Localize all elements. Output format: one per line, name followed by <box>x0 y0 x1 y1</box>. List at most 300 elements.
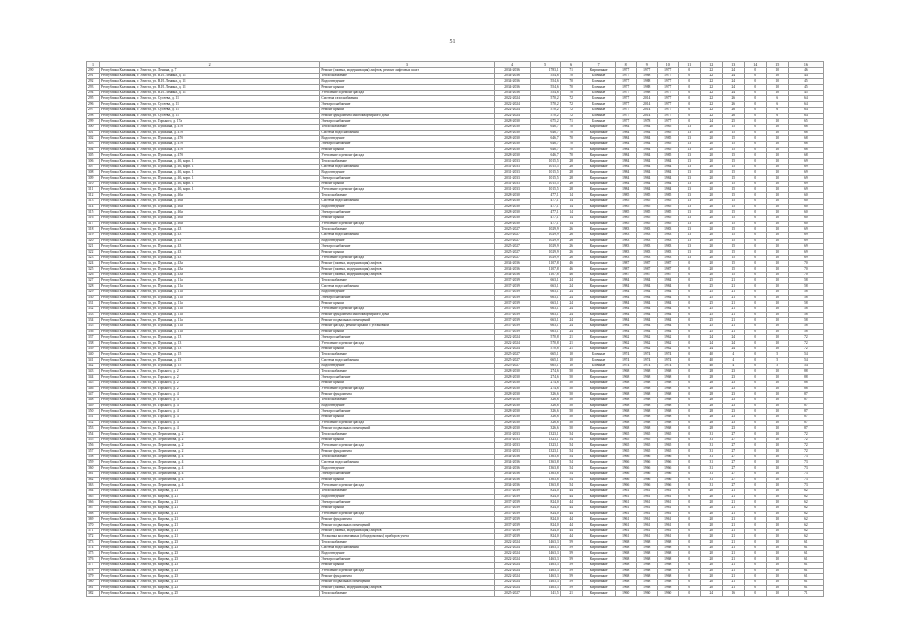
value-cell: 21 <box>560 591 582 597</box>
value-cell: 45 <box>788 85 823 91</box>
work-type-cell: Утепление и ремонт фасада <box>320 306 494 312</box>
value-cell: Кирпичные <box>582 335 615 341</box>
value-cell: 0 <box>744 562 766 568</box>
column-header-2: 2 <box>100 62 320 68</box>
value-cell: 1961 <box>657 528 678 534</box>
value-cell: Кирпичные <box>582 443 615 449</box>
value-cell: 1966 <box>615 471 636 477</box>
row-number-cell: 353 <box>87 426 100 432</box>
value-cell: 1968 <box>636 375 657 381</box>
value-cell: 20 <box>700 267 722 273</box>
address-cell: Республика Калмыкия, г. Элиста, ул. Пушкина, д. 11а <box>100 289 320 295</box>
value-cell: 0 <box>744 523 766 529</box>
address-cell: Республика Калмыкия, г. Элиста, ул. Пушкина, д. 46а <box>100 210 320 216</box>
value-cell: 2031-2033 <box>494 443 530 449</box>
value-cell: 2037-2039 <box>494 505 530 511</box>
value-cell: 2028-2030 <box>494 141 530 147</box>
value-cell: 31 <box>700 454 722 460</box>
value-cell: 20 <box>700 238 722 244</box>
value-cell: 1363,8 <box>530 471 560 477</box>
value-cell: 50 <box>560 386 582 392</box>
value-cell: 824,0 <box>530 511 560 517</box>
value-cell: 10 <box>766 284 788 290</box>
address-cell: Республика Калмыкия, г. Элиста, ул. Лермонтова, д. 4 <box>100 483 320 489</box>
work-type-cell: Электроснабжение <box>320 119 494 125</box>
value-cell: 1961 <box>615 523 636 529</box>
address-cell: Республика Калмыкия, г. Элиста, ул. Кирова, д. 21 <box>100 511 320 517</box>
value-cell: 10 <box>766 426 788 432</box>
address-cell: Республика Калмыкия, г. Элиста, ул. Пушкина, д. 43 <box>100 244 320 250</box>
value-cell: 13 <box>678 193 700 199</box>
value-cell: 1985 <box>636 193 657 199</box>
work-type-cell: Ремонт фундамента <box>320 574 494 580</box>
value-cell: 1015,5 <box>530 159 560 165</box>
address-cell: Республика Калмыкия, г. Элиста, ул. Кирова, д. 23 <box>100 540 320 546</box>
value-cell: 1988 <box>636 90 657 96</box>
value-cell: 570,2 <box>530 102 560 108</box>
value-cell: 1974 <box>615 358 636 364</box>
address-cell: Республика Калмыкия, г. Элиста, ул. Лермонтова, д. 2 <box>100 432 320 438</box>
column-header-16: 16 <box>788 62 823 68</box>
address-cell: Республика Калмыкия, г. Элиста, ул. Пушкина, д. 46, корп. 1 <box>100 187 320 193</box>
value-cell: 10 <box>766 170 788 176</box>
value-cell: 72 <box>560 102 582 108</box>
value-cell: 59 <box>560 557 582 563</box>
value-cell: 0 <box>744 215 766 221</box>
address-cell: Республика Калмыкия, г. Элиста, ул. Кирова, д. 23 <box>100 568 320 574</box>
value-cell: 1966 <box>636 454 657 460</box>
value-cell: 1985 <box>615 221 636 227</box>
value-cell: 1107,8 <box>530 267 560 273</box>
value-cell: 13 <box>678 198 700 204</box>
value-cell: 69 <box>788 227 823 233</box>
row-number-cell: 332 <box>87 306 100 312</box>
work-type-cell: Система водоснабжения <box>320 460 494 466</box>
value-cell: 0 <box>744 255 766 261</box>
work-type-cell: Водоотведение <box>320 289 494 295</box>
value-cell: 1984 <box>636 289 657 295</box>
value-cell: Кирпичные <box>582 267 615 273</box>
address-cell: Республика Калмыкия, г. Элиста, ул. Пушкина, д. 15 <box>100 358 320 364</box>
row-number-cell: 359 <box>87 460 100 466</box>
value-cell: 2014 <box>636 107 657 113</box>
value-cell: 1966 <box>657 471 678 477</box>
value-cell: Кирпичные <box>582 375 615 381</box>
value-cell: 27 <box>722 460 744 466</box>
value-cell: 1984 <box>615 318 636 324</box>
value-cell: 24 <box>700 346 722 352</box>
value-cell: 0 <box>744 272 766 278</box>
value-cell: Кирпичные <box>582 250 615 256</box>
value-cell: 1983 <box>657 255 678 261</box>
value-cell: 28 <box>700 397 722 403</box>
value-cell: 0 <box>678 426 700 432</box>
value-cell: Кирпичные <box>582 511 615 517</box>
work-type-cell: Ремонт крыши <box>320 437 494 443</box>
value-cell: Кирпичные <box>582 329 615 335</box>
value-cell: 14 <box>560 204 582 210</box>
value-cell: 10 <box>766 454 788 460</box>
value-cell: 1323,1 <box>530 449 560 455</box>
value-cell: 2025-2027 <box>494 363 530 369</box>
value-cell: 554,6 <box>530 85 560 91</box>
value-cell: 61 <box>788 568 823 574</box>
address-cell: Республика Калмыкия, г. Элиста, ул. Пушкина, д. 43 <box>100 232 320 238</box>
value-cell: 28 <box>700 392 722 398</box>
value-cell: 46 <box>560 261 582 267</box>
value-cell: 2022-2024 <box>494 545 530 551</box>
work-type-cell: Система водоснабжения <box>320 164 494 170</box>
value-cell: 20 <box>700 272 722 278</box>
value-cell: 0 <box>744 289 766 295</box>
value-cell: 2034-2036 <box>494 483 530 489</box>
value-cell: 0 <box>678 437 700 443</box>
value-cell: 1968 <box>657 403 678 409</box>
value-cell: 2028-2030 <box>494 380 530 386</box>
value-cell: 20 <box>700 210 722 216</box>
value-cell: 21 <box>722 500 744 506</box>
address-cell: Республика Калмыкия, г. Элиста, ул. В.И. Ленина, д. 11 <box>100 73 320 79</box>
value-cell: 1974 <box>636 358 657 364</box>
value-cell: 24 <box>722 73 744 79</box>
value-cell: 62 <box>788 505 823 511</box>
value-cell: 20 <box>700 232 722 238</box>
work-type-cell: Ремонт крыши <box>320 85 494 91</box>
address-cell: Республика Калмыкия, г. Элиста, ул. Пушкина, д. 11а <box>100 301 320 307</box>
value-cell: 1984 <box>615 329 636 335</box>
value-cell: 326,6 <box>530 426 560 432</box>
value-cell: 1984 <box>615 289 636 295</box>
work-type-cell: Система водоснабжения <box>320 130 494 136</box>
work-type-cell: Ремонт подвальных помещений <box>320 579 494 585</box>
value-cell: 1968 <box>657 414 678 420</box>
value-cell: 70 <box>560 147 582 153</box>
value-cell: 1968 <box>657 557 678 563</box>
value-cell: 1968 <box>636 557 657 563</box>
value-cell: 2025-2027 <box>494 255 530 261</box>
row-number-cell: 307 <box>87 164 100 170</box>
value-cell: 50 <box>560 409 582 415</box>
value-cell: 1984 <box>636 306 657 312</box>
value-cell: 13 <box>678 215 700 221</box>
address-cell: Республика Калмыкия, г. Элиста, ул. Горького, д. 4 <box>100 409 320 415</box>
value-cell: 1984 <box>636 329 657 335</box>
value-cell: 20 <box>700 557 722 563</box>
value-cell: 58 <box>788 278 823 284</box>
value-cell: 22 <box>700 68 722 74</box>
value-cell: 31 <box>700 471 722 477</box>
value-cell: 1983 <box>636 255 657 261</box>
value-cell: 24 <box>560 284 582 290</box>
page-number: 51 <box>449 39 456 45</box>
address-cell: Республика Калмыкия, г. Элиста, ул. Пушкина, д. 15 <box>100 352 320 358</box>
value-cell: 13 <box>678 210 700 216</box>
value-cell: 28 <box>700 403 722 409</box>
value-cell: 21 <box>722 517 744 523</box>
value-cell: 1984 <box>615 284 636 290</box>
row-number-cell: 345 <box>87 380 100 386</box>
value-cell: 1962 <box>615 346 636 352</box>
value-cell: 4 <box>722 358 744 364</box>
row-number-cell: 364 <box>87 488 100 494</box>
value-cell: 1961 <box>615 500 636 506</box>
value-cell: 1977 <box>615 85 636 91</box>
value-cell: 1984 <box>636 295 657 301</box>
value-cell: 10 <box>766 443 788 449</box>
address-cell: Республика Калмыкия, г. Элиста, ул. Кирова, д. 23 <box>100 557 320 563</box>
value-cell: 1968 <box>636 414 657 420</box>
row-number-cell: 368 <box>87 511 100 517</box>
row-number-cell: 370 <box>87 523 100 529</box>
value-cell: 2028-2030 <box>494 147 530 153</box>
row-number-cell: 305 <box>87 153 100 159</box>
value-cell: 69 <box>788 250 823 256</box>
value-cell: 0 <box>678 363 700 369</box>
value-cell: 5 <box>766 358 788 364</box>
value-cell: 1962 <box>615 341 636 347</box>
value-cell: 21 <box>722 579 744 585</box>
value-cell: 10 <box>766 335 788 341</box>
value-cell: Кирпичные <box>582 210 615 216</box>
value-cell: 2034-2036 <box>494 79 530 85</box>
row-number-cell: 351 <box>87 414 100 420</box>
address-cell: Республика Калмыкия, г. Элиста, ул. Лермонтова, д. 2 <box>100 449 320 455</box>
value-cell: 69 <box>788 255 823 261</box>
work-type-cell: Ремонт крыши <box>320 346 494 352</box>
value-cell: 44 <box>560 500 582 506</box>
value-cell: Кирпичные <box>582 136 615 142</box>
value-cell: 10 <box>766 318 788 324</box>
value-cell: 28 <box>560 181 582 187</box>
value-cell: 2028-2030 <box>494 124 530 130</box>
row-number-cell: 316 <box>87 215 100 221</box>
value-cell: 10 <box>766 227 788 233</box>
value-cell: 2037-2039 <box>494 494 530 500</box>
value-cell: 15 <box>722 232 744 238</box>
column-header-12: 12 <box>700 62 722 68</box>
value-cell: 0 <box>744 574 766 580</box>
address-cell: Республика Калмыкия, г. Элиста, ул. Пушкина, д. 43а <box>100 261 320 267</box>
value-cell: 1965 <box>636 449 657 455</box>
address-cell: Республика Калмыкия, г. Элиста, ул. Пушкина, д. 46, корп. 1 <box>100 170 320 176</box>
work-type-cell: Утепление и ремонт фасада <box>320 255 494 261</box>
value-cell: 10 <box>766 568 788 574</box>
value-cell: 28 <box>560 187 582 193</box>
address-cell: Республика Калмыкия, г. Элиста, ул. Лермонтова, д. 2 <box>100 437 320 443</box>
value-cell: 1987 <box>615 261 636 267</box>
value-cell: 10 <box>766 79 788 85</box>
value-cell: 2034-2036 <box>494 68 530 74</box>
column-header-10: 10 <box>657 62 678 68</box>
value-cell: 27 <box>722 477 744 483</box>
value-cell: 64 <box>788 96 823 102</box>
value-cell: 10 <box>766 540 788 546</box>
value-cell: 2022-2024 <box>494 557 530 563</box>
value-cell: 25 <box>700 318 722 324</box>
value-cell: 2034-2036 <box>494 272 530 278</box>
value-cell: 0 <box>678 505 700 511</box>
value-cell: 0 <box>744 90 766 96</box>
value-cell: 326,6 <box>530 392 560 398</box>
value-cell: 73 <box>788 460 823 466</box>
value-cell: 1363,8 <box>530 483 560 489</box>
value-cell: 2028-2030 <box>494 386 530 392</box>
value-cell: 1987 <box>657 261 678 267</box>
value-cell: 70 <box>560 141 582 147</box>
value-cell: 23 <box>722 392 744 398</box>
value-cell: 0 <box>744 449 766 455</box>
value-cell: 50 <box>560 375 582 381</box>
value-cell: 1966 <box>636 483 657 489</box>
value-cell: 28 <box>700 426 722 432</box>
row-number-cell: 320 <box>87 238 100 244</box>
value-cell: 72 <box>788 437 823 443</box>
value-cell: 23 <box>722 375 744 381</box>
work-type-cell: Утепление и ремонт фасада <box>320 386 494 392</box>
value-cell: 0 <box>744 392 766 398</box>
value-cell: 1968 <box>636 574 657 580</box>
value-cell: 10 <box>766 591 788 597</box>
value-cell: 20 <box>700 540 722 546</box>
value-cell: Кирпичные <box>582 432 615 438</box>
address-cell: Республика Калмыкия, г. Элиста, ул. Кирова, д. 21 <box>100 488 320 494</box>
address-cell: Республика Калмыкия, г. Элиста, ул. В.И. Ленина, д. 11 <box>100 85 320 91</box>
work-type-cell: Утепление и ремонт фасада <box>320 153 494 159</box>
value-cell: 1323,1 <box>530 443 560 449</box>
work-type-cell: Водоотведение <box>320 403 494 409</box>
value-cell: 10 <box>766 397 788 403</box>
value-cell: 10 <box>766 511 788 517</box>
value-cell: 1961 <box>636 528 657 534</box>
value-cell: 0 <box>678 119 700 125</box>
value-cell: 0 <box>744 113 766 119</box>
work-type-cell: Ремонт крыши <box>320 301 494 307</box>
value-cell: 6 <box>766 96 788 102</box>
value-cell: Кирпичные <box>582 483 615 489</box>
value-cell: 44 <box>560 505 582 511</box>
value-cell: 6 <box>766 113 788 119</box>
value-cell: 50 <box>560 369 582 375</box>
value-cell: 0 <box>744 130 766 136</box>
work-type-cell: Водоотведение <box>320 494 494 500</box>
value-cell: 25 <box>700 289 722 295</box>
value-cell: Кирпичные <box>582 540 615 546</box>
row-number-cell: 298 <box>87 113 100 119</box>
value-cell: 1968 <box>636 380 657 386</box>
value-cell: Блочные <box>582 107 615 113</box>
value-cell: 21 <box>560 346 582 352</box>
value-cell: 1965 <box>657 449 678 455</box>
value-cell: 10 <box>766 409 788 415</box>
address-cell: Республика Калмыкия, г. Элиста, ул. Пушкина, д. 11а <box>100 323 320 329</box>
value-cell: 326,6 <box>530 397 560 403</box>
value-cell: 13 <box>678 136 700 142</box>
value-cell: 1983 <box>615 232 636 238</box>
value-cell: 1029,9 <box>530 232 560 238</box>
value-cell: 68 <box>788 141 823 147</box>
value-cell: Кирпичные <box>582 255 615 261</box>
value-cell: 0 <box>678 295 700 301</box>
value-cell: 54 <box>560 471 582 477</box>
value-cell: 10 <box>766 295 788 301</box>
value-cell: 44 <box>560 494 582 500</box>
value-cell: 72 <box>788 443 823 449</box>
value-cell: 1961 <box>636 488 657 494</box>
value-cell: 62 <box>788 517 823 523</box>
value-cell: 14 <box>560 193 582 199</box>
value-cell: 2034-2036 <box>494 90 530 96</box>
value-cell: 2022-2024 <box>494 113 530 119</box>
value-cell: 10 <box>766 312 788 318</box>
address-cell: Республика Калмыкия, г. Элиста, ул. Сусеева, д. 11 <box>100 113 320 119</box>
value-cell: 10 <box>766 551 788 557</box>
value-cell: 2028-2030 <box>494 392 530 398</box>
value-cell: 0 <box>744 210 766 216</box>
value-cell: 1985 <box>657 153 678 159</box>
value-cell: 21 <box>722 562 744 568</box>
value-cell: 20 <box>700 517 722 523</box>
value-cell: 50 <box>560 380 582 386</box>
value-cell: 1961 <box>657 505 678 511</box>
value-cell: Кирпичные <box>582 534 615 540</box>
work-type-cell: Теплоснабжение <box>320 432 494 438</box>
value-cell: 54 <box>560 460 582 466</box>
value-cell: 0 <box>678 352 700 358</box>
value-cell: 2025-2027 <box>494 227 530 233</box>
value-cell: 28 <box>700 386 722 392</box>
value-cell: 21 <box>722 551 744 557</box>
value-cell: 1977 <box>615 96 636 102</box>
work-type-cell: Водоотведение <box>320 204 494 210</box>
value-cell: 1977 <box>615 68 636 74</box>
value-cell: 88 <box>788 369 823 375</box>
row-number-cell: 347 <box>87 392 100 398</box>
value-cell: 24 <box>560 301 582 307</box>
value-cell: 22 <box>700 73 722 79</box>
value-cell: 824,0 <box>530 505 560 511</box>
value-cell: Кирпичные <box>582 528 615 534</box>
value-cell: 10 <box>766 289 788 295</box>
value-cell: 10 <box>766 420 788 426</box>
value-cell: 24 <box>722 335 744 341</box>
row-number-cell: 363 <box>87 483 100 489</box>
value-cell: 70 <box>560 136 582 142</box>
value-cell: 20 <box>700 153 722 159</box>
value-cell: 1984 <box>636 284 657 290</box>
row-number-cell: 293 <box>87 85 100 91</box>
row-number-cell: 329 <box>87 289 100 295</box>
value-cell: 21 <box>722 278 744 284</box>
value-cell: 60 <box>788 221 823 227</box>
value-cell: 28 <box>560 164 582 170</box>
value-cell: 1968 <box>636 540 657 546</box>
value-cell: 0 <box>744 335 766 341</box>
value-cell: 0 <box>744 301 766 307</box>
value-cell: 1961 <box>657 517 678 523</box>
value-cell: 58 <box>788 323 823 329</box>
value-cell: 1984 <box>615 147 636 153</box>
row-number-cell: 292 <box>87 79 100 85</box>
value-cell: 2031-2033 <box>494 181 530 187</box>
value-cell: 20 <box>700 250 722 256</box>
value-cell: 44 <box>788 73 823 79</box>
value-cell: 69 <box>788 176 823 182</box>
value-cell: 2022-2024 <box>494 585 530 591</box>
work-type-cell: Ремонт крыши <box>320 414 494 420</box>
value-cell: 1984 <box>657 284 678 290</box>
value-cell: 0 <box>744 505 766 511</box>
value-cell: 25 <box>700 329 722 335</box>
